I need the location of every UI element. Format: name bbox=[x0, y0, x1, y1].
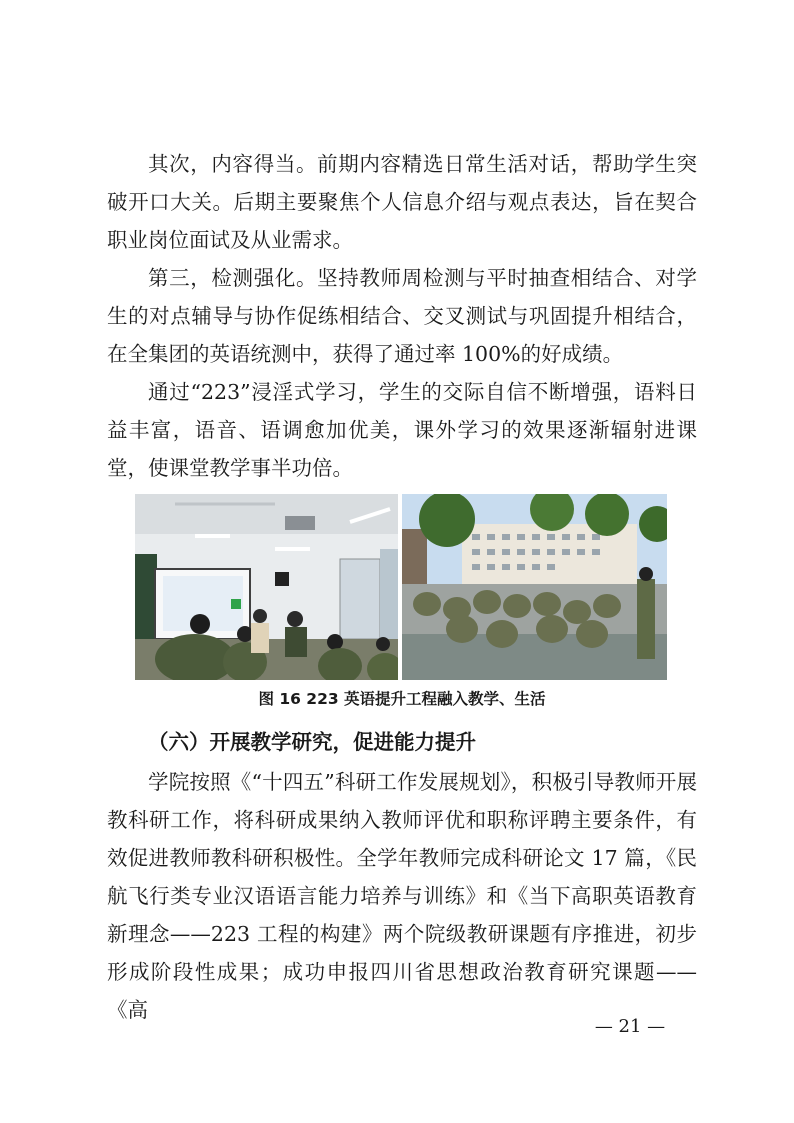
page-number: — 21 — bbox=[594, 1016, 666, 1037]
paragraph-testing-strengthened: 第三，检测强化。坚持教师周检测与平时抽查相结合、对学生的对点辅导与协作促练相结合、交叉测试与巩固提升相结合，在全集团的英语统测中，获得了通过率 100%的好成绩。 bbox=[107, 266, 697, 366]
paragraph-content-appropriate: 其次，内容得当。前期内容精选日常生活对话，帮助学生突破开口大关。后期主要聚焦个人信息介绍与观点表达，旨在契合职业岗位面试及从业需求。 bbox=[107, 152, 697, 252]
paragraph-immersive-learning: 通过“223”浸淫式学习，学生的交际自信不断增强，语料日益丰富，语音、语调愈加优美，课外学习的效果逐渐辐射进课堂，使课堂教学事半功倍。 bbox=[107, 380, 697, 480]
outdoor-training-photo bbox=[402, 494, 667, 680]
section-heading: （六）开展教学研究，促进能力提升 bbox=[148, 730, 476, 754]
figure-caption: 图 16 223 英语提升工程融入教学、生活 bbox=[258, 690, 546, 708]
paragraph-research-work: 学院按照《“十四五”科研工作发展规划》，积极引导教师开展教科研工作，将科研成果纳入教师评优和职称评聘主要条件，有效促进教师教科研积极性。全学年教师完成科研论文 17 篇，《民航飞行类专业汉语语言能力培养与训练》和《当下高职英语教育新理念——223 工程的构建》两个院级教研课题有序推进，初步形成阶段性成果；成功申报四川省思想政治教育研究课题——《高 bbox=[107, 770, 697, 1022]
classroom-photo bbox=[135, 494, 398, 680]
